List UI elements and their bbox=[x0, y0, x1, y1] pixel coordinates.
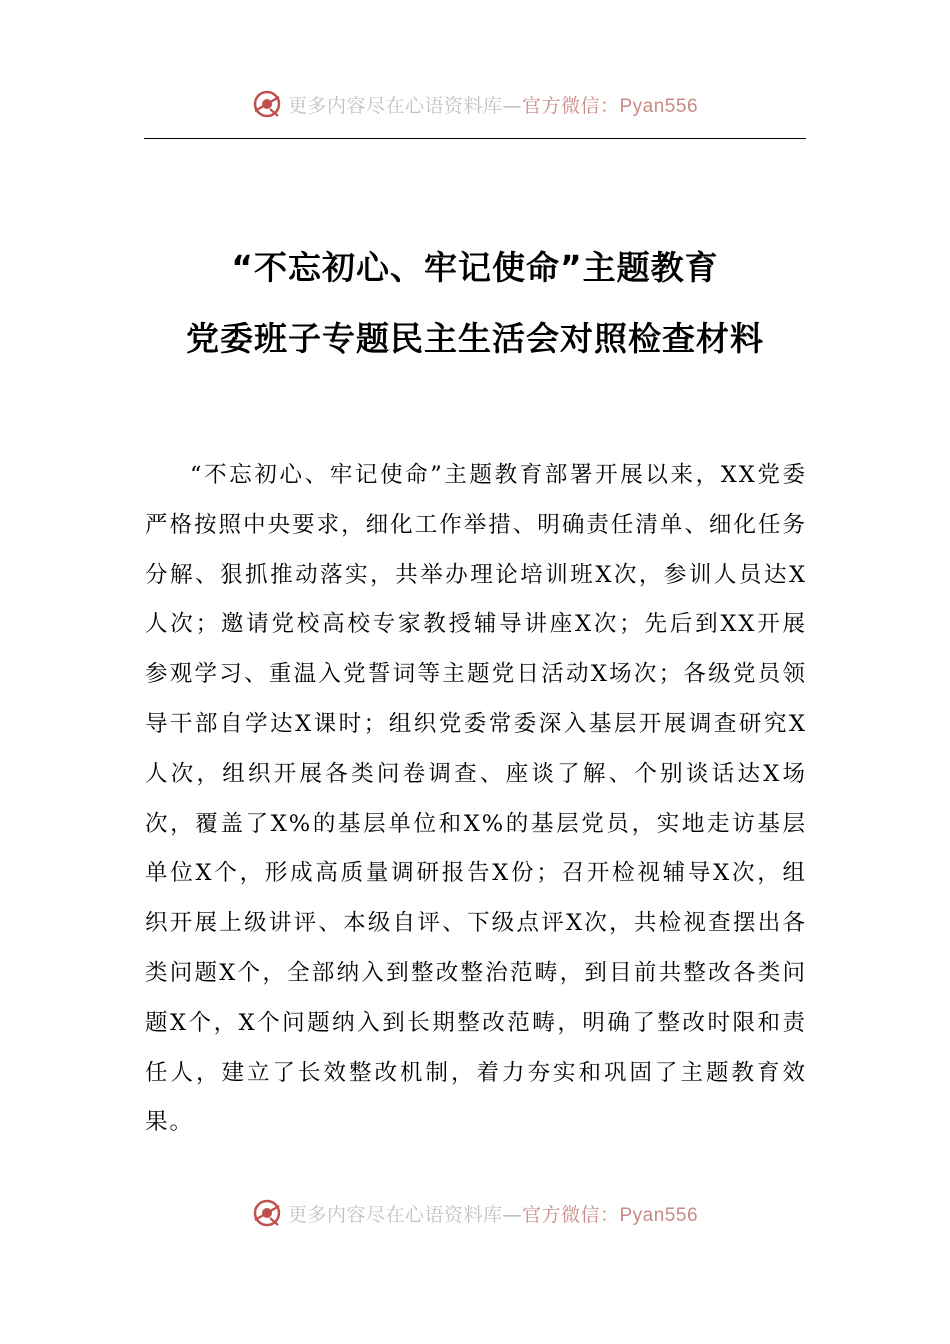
document-title-line-2: 党委班子专题民主生活会对照检查材料 bbox=[186, 319, 764, 358]
banner-text bbox=[288, 91, 698, 118]
header-rule bbox=[144, 138, 806, 139]
banner-separator: — bbox=[502, 1203, 522, 1226]
banner-label: 官方微信： bbox=[521, 1203, 620, 1226]
banner-handle: Pyan556 bbox=[619, 1204, 699, 1226]
header-banner bbox=[0, 84, 950, 124]
logo-icon bbox=[252, 89, 282, 119]
banner-text bbox=[288, 1200, 698, 1227]
banner-site-text: 更多内容尽在心语资料库 bbox=[287, 1203, 503, 1226]
document-title-line-1: “不忘初心、牢记使命”主题教育 bbox=[231, 248, 719, 287]
body-paragraph: “不忘初心、牢记使命”主题教育部署开展以来，XX党委严格按照中央要求，细化工作举措、明确责任清单、细化任务分解、狠抓推动落实，共举办理论培训班X次，参训人员达X人次；邀请党校高校专家教授辅导讲座X次；先后到XX开展参观学习、重温入党誓词等主题党日活动X场次；各级党员领导干部自学达X课时；组织党委常委深入基层开展调查研究X人次，组织开展各类问卷调查、座谈了解、个别谈话达X场次，覆盖了X%的基层单位和X%的基层党员，实地走访基层单位X个，形成高质量调研报告X份；召开检视辅导X次，组织开展上级讲评、本级自评、下级点评X次，共检视查摆出各类问题X个，全部纳入到整改整治范畴，到目前共整改各类问题X个，X个问题纳入到长期整改范畴，明确了整改时限和责任人，建立了长效整改机制，着力夯实和巩固了主题教育效果。 bbox=[145, 462, 807, 1136]
logo-icon bbox=[252, 1198, 282, 1228]
banner-site-text: 更多内容尽在心语资料库 bbox=[287, 94, 503, 117]
banner-separator: — bbox=[502, 94, 522, 117]
banner-handle: Pyan556 bbox=[619, 95, 699, 117]
footer-banner bbox=[0, 1193, 950, 1233]
banner-label: 官方微信： bbox=[521, 94, 620, 117]
